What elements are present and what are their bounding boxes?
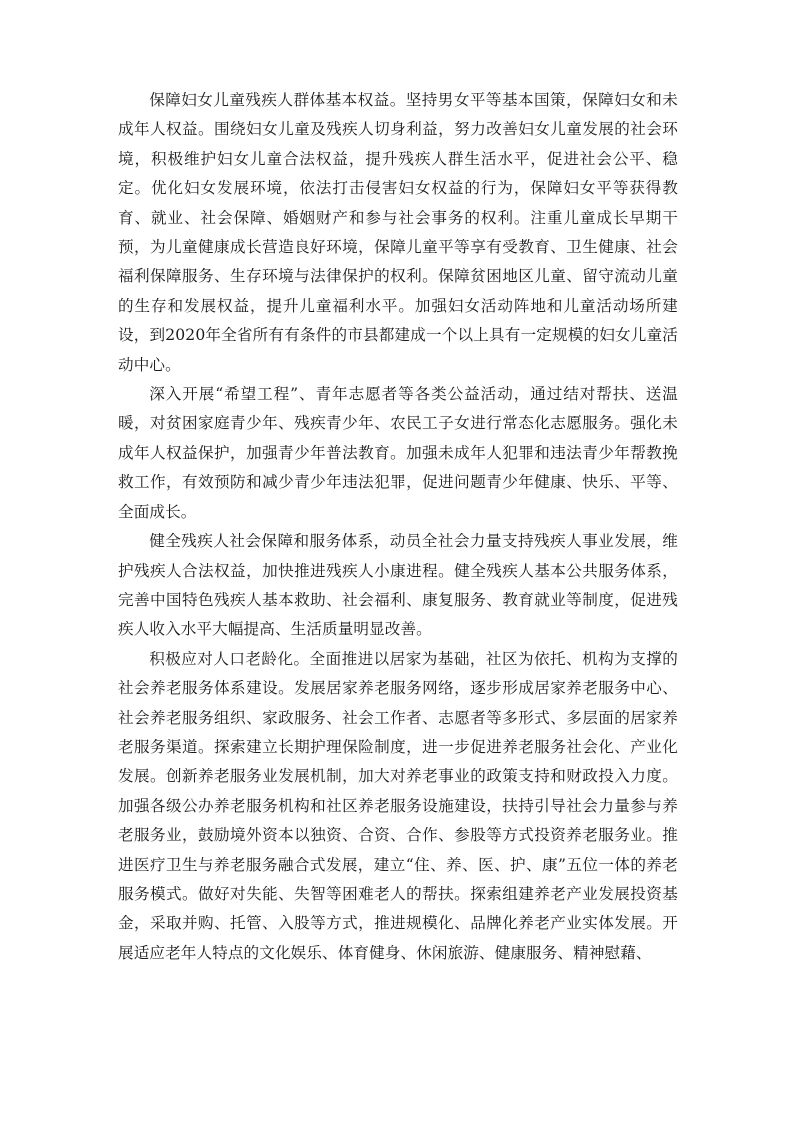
body-text [118,86,678,968]
paragraph-aging-population: 积极应对人口老龄化。全面推进以居家为基础，社区为依托、机构为支撑的社会养老服务体系建设。发展居家养老服务网络，逐步形成居家养老服务中心、社会养老服务组织、家政服务、社会工作者、志愿者等多形式、多层面的居家养老服务渠道。探索建立长期护理保险制度，进一步促进养老服务社会化、产业化发展。创新养老服务业发展机制，加大对养老事业的政策支持和财政投入力度。加强各级公办养老服务机构和社区养老服务设施建设，扶持引导社会力量参与养老服务业，鼓励境外资本以独资、合资、合作、参股等方式投资养老服务业。推进医疗卫生与养老服务融合式发展，建立“住、养、医、护、康”五位一体的养老服务模式。做好对失能、失智等困难老人的帮扶。探索组建养老产业发展投资基金，采取并购、托管、入股等方式，推进规模化、品牌化养老产业实体发展。开展适应老年人特点的文化娱乐、体育健身、休闲旅游、健康服务、精神慰藉、 [118,649,678,962]
paragraph-youth-public-welfare: 深入开展“希望工程”、青年志愿者等各类公益活动，通过结对帮扶、送温暖，对贫困家庭青少年、残疾青少年、农民工子女进行常态化志愿服务。强化未成年人权益保护，加强青少年普法教育。加强未成年人犯罪和违法青少年帮教挽救工作，有效预防和减少青少年违法犯罪，促进问题青少年健康、快乐、平等、全面成长。 [118,385,678,521]
paragraph-women-children-rights: 保障妇女儿童残疾人群体基本权益。坚持男女平等基本国策，保障妇女和未成年人权益。围绕妇女儿童及残疾人切身利益，努力改善妇女儿童发展的社会环境，积极维护妇女儿童合法权益，提升残疾人群生活水平，促进社会公平、稳定。优化妇女发展环境，依法打击侵害妇女权益的行为，保障妇女平等获得教育、就业、社会保障、婚姻财产和参与社会事务的权利。注重儿童成长早期干预，为儿童健康成长营造良好环境，保障儿童平等享有受教育、卫生健康、社会福利保障服务、生存环境与法律保护的权利。保障贫困地区儿童、留守流动儿童的生存和发展权益，提升儿童福利水平。加强妇女活动阵地和儿童活动场所建设，到2020年全省所有有条件的市县都建成一个以上具有一定规模的妇女儿童活动中心。 [118,91,678,374]
paragraph-disabled-services: 健全残疾人社会保障和服务体系，动员全社会力量支持残疾人事业发展，维护残疾人合法权益，加快推进残疾人小康进程。健全残疾人基本公共服务体系，完善中国特色残疾人基本救助、社会福利、康复服务、教育就业等制度，促进残疾人收入水平大幅提高、生活质量明显改善。 [118,532,678,639]
